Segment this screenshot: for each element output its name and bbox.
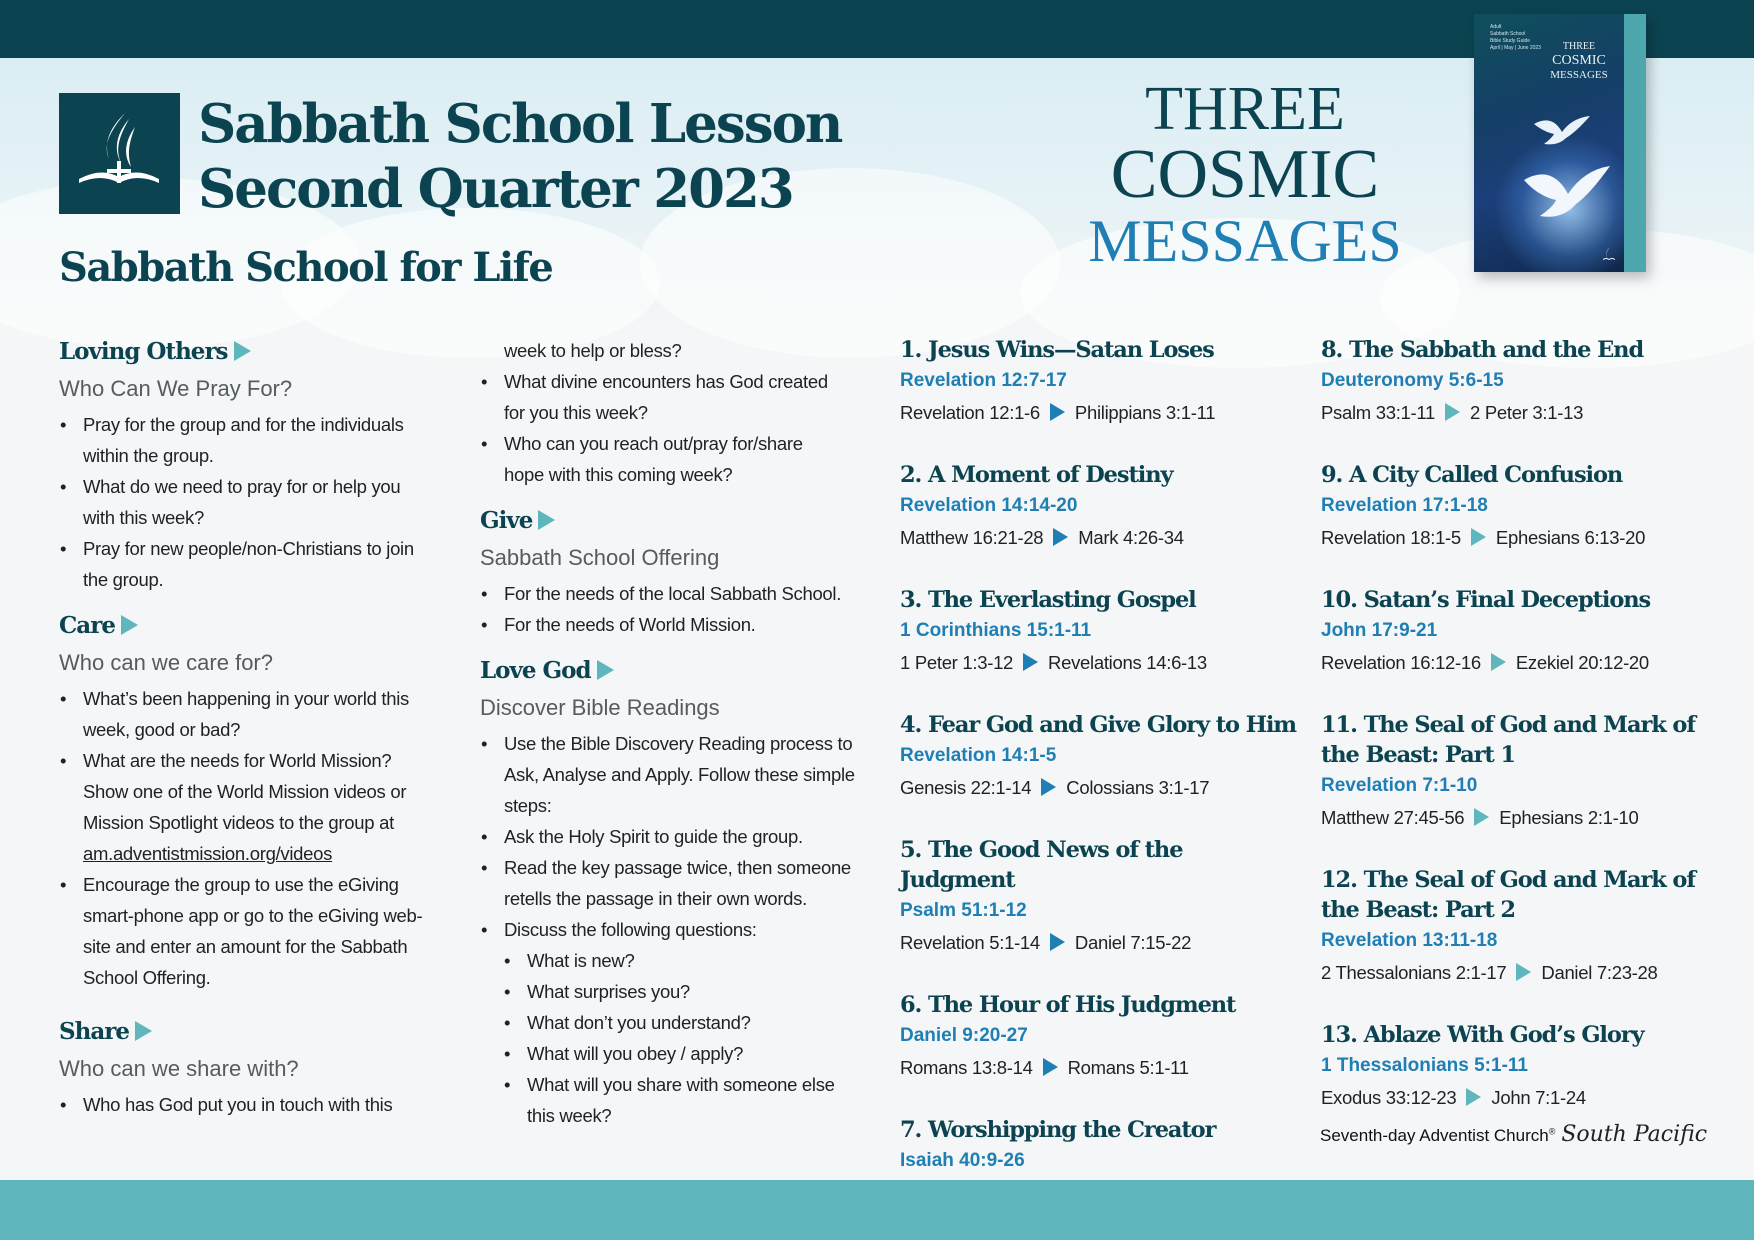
lesson-2 — [900, 460, 1300, 554]
column-1 — [59, 335, 439, 1120]
section-heading-care: Care — [59, 609, 439, 643]
question-item: • What will you share with someone else this week? — [480, 1069, 870, 1131]
lesson-title: 7. Worshipping the Creator — [900, 1117, 1216, 1143]
lessons-column-2 — [1321, 335, 1721, 1145]
play-arrow-icon — [1466, 1088, 1481, 1106]
list-item-continuation: week to help or bless? — [504, 340, 682, 361]
theme-line-2: COSMIC — [1110, 136, 1380, 213]
quarterly-cover-image — [1474, 14, 1646, 272]
lesson-6 — [900, 990, 1300, 1084]
lesson-readings: Revelation 12:1-6 Philippians 3:1-11 — [900, 402, 1216, 423]
lesson-title: 10. Satan’s Final Deceptions — [1321, 587, 1651, 613]
section-subheading: Who Can We Pray For? — [59, 376, 293, 401]
cover-logo-icon — [1602, 246, 1616, 262]
list-item: • Encourage the group to use the eGiving smart-phone app or go to the eGiving web- site and enter an amount for the Sabbath School Offering. — [59, 869, 439, 993]
play-arrow-icon — [1041, 778, 1056, 796]
lesson-key-passage: Revelation 14:1-5 — [900, 745, 1057, 766]
lesson-title: 5. The Good News of the Judgment — [900, 837, 1183, 893]
section-subheading: Who can we care for? — [59, 650, 273, 675]
lesson-key-passage: Daniel 9:20-27 — [900, 1025, 1028, 1046]
section-subheading: Who can we share with? — [59, 1056, 299, 1081]
lesson-title: 13. Ablaze With God’s Glory — [1321, 1022, 1644, 1048]
list-item: • Read the key passage twice, then someone retells the passage in their own words. — [480, 852, 870, 914]
lesson-title: 12. The Seal of God and Mark of the Beast: Part 2 — [1321, 867, 1695, 923]
question-item: • What don’t you understand? — [480, 1007, 870, 1038]
play-arrow-icon — [234, 341, 251, 361]
loving-others-list — [59, 409, 439, 595]
play-arrow-icon — [597, 660, 614, 680]
play-arrow-icon — [1445, 403, 1460, 421]
lesson-key-passage: Revelation 13:11-18 — [1321, 930, 1498, 951]
list-item: • For the needs of World Mission. — [480, 609, 870, 640]
section-heading-loving-others: Loving Others — [59, 335, 439, 369]
lesson-9 — [1321, 460, 1721, 554]
lesson-key-passage: Revelation 14:14-20 — [900, 495, 1078, 516]
question-item: • What is new? — [480, 945, 870, 976]
list-item: • Pray for the group and for the individuals within the group. — [59, 409, 439, 471]
play-arrow-icon — [1471, 528, 1486, 546]
column-2 — [480, 335, 870, 1131]
list-item: • What do we need to pray for or help you with this week? — [59, 471, 439, 533]
lesson-key-passage: Revelation 7:1-10 — [1321, 775, 1478, 796]
play-arrow-icon — [1050, 933, 1065, 951]
lesson-title: 1. Jesus Wins—Satan Loses — [900, 337, 1214, 363]
play-arrow-icon — [121, 615, 138, 635]
lesson-readings: Revelation 18:1-5 Ephesians 6:13-20 — [1321, 527, 1646, 548]
region-name: South Pacific — [1561, 1122, 1708, 1147]
lesson-key-passage: Revelation 17:1-18 — [1321, 495, 1488, 516]
lesson-readings: Matthew 27:45-56 Ephesians 2:1-10 — [1321, 807, 1639, 828]
section-heading-give: Give — [480, 504, 870, 538]
lesson-title: 6. The Hour of His Judgment — [900, 992, 1236, 1018]
list-item: • What are the needs for World Mission? Show one of the World Mission videos or Mission Spotlight videos to the group at am.adventistmission.org/videos — [59, 745, 439, 869]
lesson-8 — [1321, 335, 1721, 429]
play-arrow-icon — [1043, 1058, 1058, 1076]
lesson-key-passage: Psalm 51:1-12 — [900, 900, 1027, 921]
list-item: • For the needs of the local Sabbath School. — [480, 578, 870, 609]
quarter-theme — [1030, 76, 1460, 274]
list-item: • Who can you reach out/pray for/share hope with this coming week? — [480, 428, 870, 490]
lesson-readings: Romans 13:8-14 Romans 5:1-11 — [900, 1057, 1189, 1078]
play-arrow-icon — [1023, 653, 1038, 671]
list-item: • Pray for new people/non-Christians to join the group. — [59, 533, 439, 595]
lesson-12 — [1321, 865, 1721, 989]
lesson-10 — [1321, 585, 1721, 679]
list-item: • Who has God put you in touch with this — [59, 1089, 439, 1120]
play-arrow-icon — [1474, 808, 1489, 826]
lesson-key-passage: John 17:9-21 — [1321, 620, 1438, 641]
lesson-title: 3. The Everlasting Gospel — [900, 587, 1196, 613]
cover-title: THREE COSMIC MESSAGES — [1550, 41, 1608, 81]
section-heading-share: Share — [59, 1015, 439, 1049]
list-item: • Discuss the following questions: — [480, 914, 870, 945]
page-title — [198, 92, 841, 222]
lesson-readings: Matthew 16:21-28 Mark 4:26-34 — [900, 527, 1184, 548]
lessons-column-1 — [900, 335, 1300, 1240]
theme-line-3: MESSAGES — [1088, 208, 1402, 274]
lesson-key-passage: 1 Corinthians 15:1-11 — [900, 620, 1092, 641]
lesson-13 — [1321, 1020, 1721, 1114]
lesson-5 — [900, 835, 1300, 959]
mission-videos-link[interactable]: am.adventistmission.org/videos — [83, 843, 333, 864]
lesson-11 — [1321, 710, 1721, 834]
dove-icon — [1522, 164, 1612, 234]
lesson-title: 9. A City Called Confusion — [1321, 462, 1623, 488]
cover-small-text: Adult Sabbath School Bible Study Guide April | May | June 2023 — [1490, 24, 1541, 51]
question-item: • What will you obey / apply? — [480, 1038, 870, 1069]
lesson-readings: Exodus 33:12-23 John 7:1-24 — [1321, 1087, 1586, 1108]
list-item: • Ask the Holy Spirit to guide the group. — [480, 821, 870, 852]
share-list-continued — [480, 366, 870, 490]
lesson-key-passage: 1 Thessalonians 5:1-11 — [1321, 1055, 1528, 1076]
lesson-title: 8. The Sabbath and the End — [1321, 337, 1644, 363]
give-list — [480, 578, 870, 640]
lesson-readings: 1 Peter 1:3-12 Revelations 14:6-13 — [900, 652, 1207, 673]
section-subheading: Sabbath School Offering — [480, 545, 720, 570]
play-arrow-icon — [1053, 528, 1068, 546]
list-item: • What’s been happening in your world this week, good or bad? — [59, 683, 439, 745]
lesson-readings: Genesis 22:1-14 Colossians 3:1-17 — [900, 777, 1210, 798]
play-arrow-icon — [135, 1021, 152, 1041]
play-arrow-icon — [538, 510, 555, 530]
section-heading-love-god: Love God — [480, 654, 870, 688]
lesson-readings: Psalm 33:1-11 2 Peter 3:1-13 — [1321, 402, 1584, 423]
bottom-banner — [0, 1180, 1754, 1240]
lesson-readings: Revelation 16:12-16 Ezekiel 20:12-20 — [1321, 652, 1649, 673]
list-item: • What divine encounters has God created for you this week? — [480, 366, 870, 428]
play-arrow-icon — [1516, 963, 1531, 981]
lesson-key-passage: Deuteronomy 5:6-15 — [1321, 370, 1504, 391]
lesson-key-passage: Isaiah 40:9-26 — [900, 1150, 1025, 1171]
question-item: • What surprises you? — [480, 976, 870, 1007]
sda-church-logo-icon — [59, 93, 180, 214]
church-signature-logo: Seventh-day Adventist Church® South Pacific — [1320, 1122, 1708, 1147]
dove-icon — [1532, 114, 1592, 154]
church-name: Seventh-day Adventist Church — [1320, 1126, 1549, 1145]
care-list — [59, 683, 439, 993]
play-arrow-icon — [1050, 403, 1065, 421]
lesson-title: 11. The Seal of God and Mark of the Beast: Part 1 — [1321, 712, 1695, 768]
love-god-list — [480, 728, 870, 1131]
section-subheading: Discover Bible Readings — [480, 695, 720, 720]
lesson-title: 2. A Moment of Destiny — [900, 462, 1173, 488]
theme-line-1: THREE — [1145, 75, 1345, 143]
list-item: • Use the Bible Discovery Reading process to Ask, Analyse and Apply. Follow these simple steps: — [480, 728, 870, 821]
play-arrow-icon — [1491, 653, 1506, 671]
lesson-key-passage: Revelation 12:7-17 — [900, 370, 1067, 391]
title-line-1: Sabbath School Lesson — [198, 93, 842, 155]
lesson-readings: 2 Thessalonians 2:1-17 Daniel 7:23-28 — [1321, 962, 1658, 983]
title-line-2: Second Quarter 2023 — [198, 158, 793, 220]
page-subtitle: Sabbath School for Life — [59, 244, 553, 291]
lesson-title: 4. Fear God and Give Glory to Him — [900, 712, 1297, 738]
lesson-1 — [900, 335, 1300, 429]
lesson-3 — [900, 585, 1300, 679]
lesson-readings: Revelation 5:1-14 Daniel 7:15-22 — [900, 932, 1192, 953]
share-list — [59, 1089, 439, 1120]
lesson-4 — [900, 710, 1300, 804]
